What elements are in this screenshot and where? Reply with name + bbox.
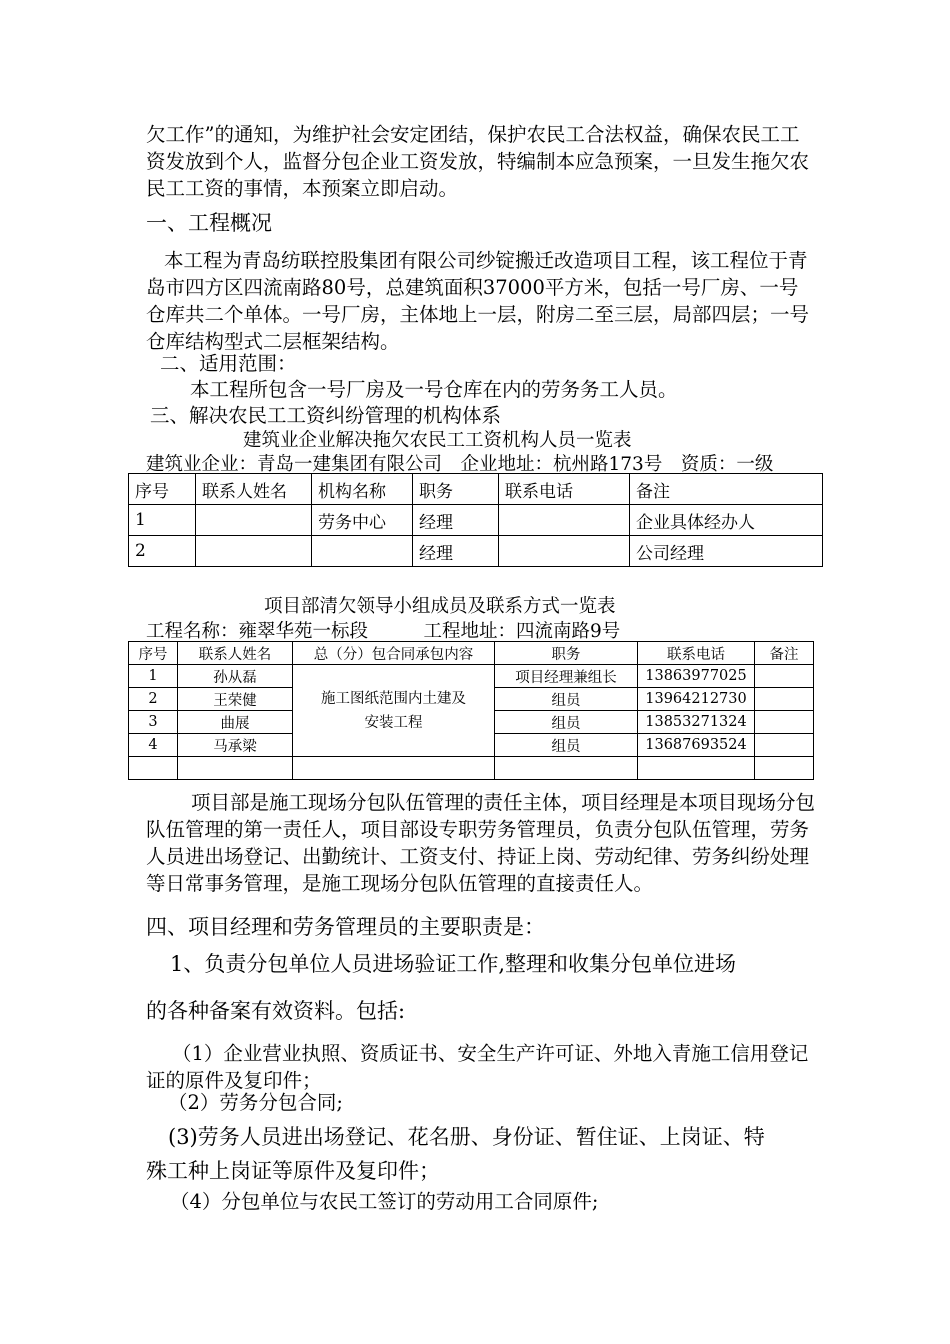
- table2-cell: 13863977025: [638, 665, 755, 688]
- table2-cell: 组员: [495, 688, 638, 711]
- table2-cell: 13964212730: [638, 688, 755, 711]
- table2-cell: 孙从磊: [178, 665, 293, 688]
- sub-item-3-line2: 殊工种上岗证等原件及复印件；: [146, 1159, 440, 1183]
- table2-content-cell: [293, 665, 495, 757]
- table-row: [129, 665, 814, 688]
- table2-cell: 3: [129, 711, 178, 734]
- table2-header-cell: 职务: [495, 642, 638, 665]
- table2-info: 工程名称：雍翠华苑一标段 工程地址：四流南路9号: [146, 621, 621, 642]
- table1-cell: 劳务中心: [312, 505, 413, 536]
- table2-cell: [755, 711, 814, 734]
- table2-cell: [495, 757, 638, 780]
- table1-cell: 经理: [413, 505, 499, 536]
- table2-content-line: 施工图纸范围内土建及: [321, 690, 466, 707]
- table1-title: 建筑业企业解决拖欠农民工工资机构人员一览表: [243, 430, 632, 451]
- sub-item-2: （2）劳务分包合同;: [168, 1091, 343, 1114]
- table2-cell: 13687693524: [638, 734, 755, 757]
- table1-cell: [196, 536, 312, 567]
- item1-line2: 的各种备案有效资料。包括:: [146, 999, 406, 1023]
- table1-header-cell: 备注: [630, 474, 823, 505]
- table1-header-cell: 联系电话: [499, 474, 630, 505]
- table1-cell: [499, 536, 630, 567]
- table1-cell: 1: [129, 505, 196, 536]
- item1-line1: 1、负责分包单位人员进场验证工作,整理和收集分包单位进场: [170, 952, 737, 976]
- table2-cell: [638, 757, 755, 780]
- table1-cell: 公司经理: [630, 536, 823, 567]
- table2-cell: 4: [129, 734, 178, 757]
- section2-heading: 二、适用范围：: [160, 352, 297, 375]
- section4-heading: 四、项目经理和劳务管理员的主要职责是：: [146, 915, 545, 939]
- table-row: [129, 505, 823, 536]
- table2-header-cell: 联系电话: [638, 642, 755, 665]
- table2-cell: 组员: [495, 711, 638, 734]
- section2-paragraph: 本工程所包含一号厂房及一号仓库在内的劳务务工人员。: [190, 378, 678, 401]
- table2-cell: 马承梁: [178, 734, 293, 757]
- table1-cell: 2: [129, 536, 196, 567]
- table2-cell: [755, 665, 814, 688]
- table1-cell: 经理: [413, 536, 499, 567]
- table1-header-cell: 联系人姓名: [196, 474, 312, 505]
- table2-cell: 组员: [495, 734, 638, 757]
- table1-header-cell: 序号: [129, 474, 196, 505]
- table2-cell: [178, 757, 293, 780]
- table2-cell: [755, 757, 814, 780]
- table2-cell: 项目经理兼组长: [495, 665, 638, 688]
- table2-cell: 王荣健: [178, 688, 293, 711]
- table1-cell: [499, 505, 630, 536]
- section1-heading: 一、工程概况: [146, 211, 272, 235]
- table2-title: 项目部清欠领导小组成员及联系方式一览表: [264, 596, 616, 617]
- table2-header-cell: 序号: [129, 642, 178, 665]
- table2-cell: [129, 757, 178, 780]
- intro-paragraph: 欠工作”的通知，为维护社会安定团结，保护农民工合法权益，确保农民工工资发放到个人，监督分包企业工资发放，特编制本应急预案，一旦发生拖欠农民工工资的事情，本预案立即启动。: [146, 123, 810, 200]
- table1-cell: 企业具体经办人: [630, 505, 823, 536]
- table1: [128, 473, 823, 567]
- table2-cell: [755, 688, 814, 711]
- sub-item-1: （1）企业营业执照、资质证书、安全生产许可证、外地入青施工信用登记证的原件及复印件；: [146, 1042, 809, 1092]
- table1-cell: [196, 505, 312, 536]
- table2: [128, 641, 814, 780]
- table-row: [129, 536, 823, 567]
- table2-content-line: 安装工程: [364, 714, 423, 731]
- table1-cell: [312, 536, 413, 567]
- table2-cell: 曲展: [178, 711, 293, 734]
- table2-header-cell: 备注: [755, 642, 814, 665]
- table1-header-row: [129, 474, 823, 505]
- table2-header-cell: 联系人姓名: [178, 642, 293, 665]
- section3-heading: 三、解决农民工工资纠纷管理的机构体系: [150, 404, 502, 427]
- table1-header-cell: 机构名称: [312, 474, 413, 505]
- table1-header-cell: 职务: [413, 474, 499, 505]
- table2-cell: 2: [129, 688, 178, 711]
- table2-cell: 13853271324: [638, 711, 755, 734]
- table2-header-row: [129, 642, 814, 665]
- table2-header-cell: 总（分）包合同承包内容: [293, 642, 495, 665]
- table2-cell: [755, 734, 814, 757]
- table2-cell: [293, 757, 495, 780]
- sub-item-4: （4）分包单位与农民工签订的劳动用工合同原件;: [170, 1190, 599, 1213]
- sub-item-3-line1: (3)劳务人员进出场登记、花名册、身份证、暂住证、上岗证、特: [168, 1125, 765, 1149]
- table-row: [129, 757, 814, 780]
- section1-paragraph: 本工程为青岛纺联控股集团有限公司纱锭搬迁改造项目工程，该工程位于青岛市四方区四流南路80号，总建筑面积37000平方米，包括一号厂房、一号仓库共二个单体。一号厂房，主体地上一层，附房二至三层，局部四层；一号仓库结构型式二层框架结构。: [146, 249, 810, 353]
- table2-cell: 1: [129, 665, 178, 688]
- table1-info: 建筑业企业：青岛一建集团有限公司 企业地址：杭州路173号 资质：一级: [146, 454, 774, 475]
- responsibility-paragraph: 项目部是施工现场分包队伍管理的责任主体，项目经理是本项目现场分包队伍管理的第一责任人，项目部设专职劳务管理员，负责分包队伍管理，劳务人员进出场登记、出勤统计、工资支付、持证上岗、劳动纪律、劳务纠纷处理等日常事务管理，是施工现场分包队伍管理的直接责任人。: [146, 791, 816, 895]
